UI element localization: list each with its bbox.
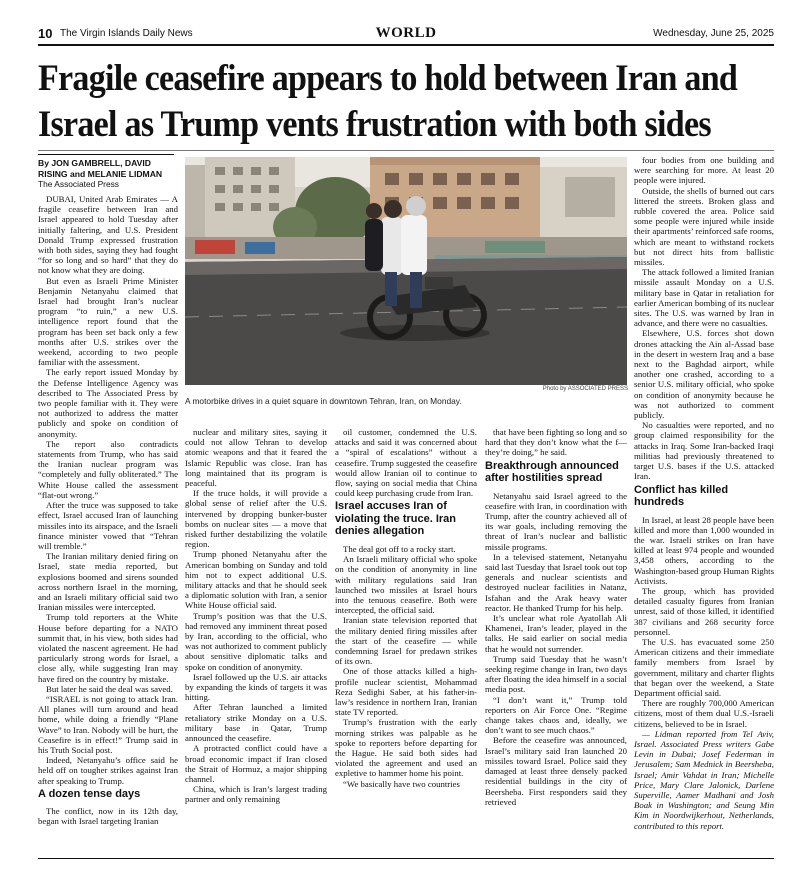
- paragraph: “I don’t want it,” Trump told reporters on Air Force One. “Regime change takes chaos and, ideally, we don’t want to see much chaos.”: [485, 694, 627, 736]
- paragraph: The early report issued Monday by the Defense Intelligence Agency was described to The Associated Press by two people familiar with it. They were not authorized to address the matter publicly and spoke on condition of anonymity.: [38, 367, 178, 439]
- contributor-credit: — Lidman reported from Tel Aviv, Israel. Associated Press writers Gabe Levin in Dubai; Josef Federman in Jerusalem; Sam Mednick in Beersheba, Israel; Amir Vahdat in Iran; Michelle Price, Mary Clare Jalonick, Darlene Superville, Aamer Madhani and Josh Boak in Washington; and Seung Min Kim in Noordwijkerhout, Netherlands, contributed to this report.: [634, 728, 774, 831]
- article-column-2: [185, 427, 327, 856]
- paragraph: Trump told reporters at the White House before departing for a NATO summit that, in his view, both sides had violated the nascent agreement. He had particularly strong words for Israel, a close ally, while suggesting Iran may have fired on the country by mistake.: [38, 612, 178, 684]
- headline: [38, 56, 738, 148]
- paragraph: One of those attacks killed a high-profile nuclear scientist, Mohammad Reza Sedighi Saber, at his father-in-law’s residence in northern Iran, Iranian state TV reported.: [335, 666, 477, 718]
- byline: By JON GAMBRELL, DAVID RISING and MELANIE LIDMAN: [38, 158, 163, 179]
- paragraph: Trump said Tuesday that he wasn’t seeking regime change in Iran, two days after floating the idea himself in a social media post.: [485, 653, 627, 695]
- header-rule: [38, 44, 774, 46]
- footer-rule: [38, 858, 774, 859]
- column-4-after-paragraphs: [485, 491, 627, 807]
- paragraph: Trump phoned Netanyahu after the American bombing on Sunday and told him not to expect additional U.S. military attacks and that he should seek a diplomatic solution with Iran, a senior White House official said.: [185, 549, 327, 611]
- paragraph: Before the ceasefire was announced, Israel’s military said Iran launched 20 missiles toward Israel. Police said they damaged at least three densely packed residential buildings in the city of Beersheba. First responders said they retrieved: [485, 735, 627, 807]
- headline-line-1: Fragile ceasefire appears to hold between Iran and: [38, 58, 738, 99]
- news-photo: [185, 157, 627, 385]
- subheading-breakthrough-announced: Breakthrough announced after hostilities spread: [485, 459, 619, 485]
- paragraph: “We basically have two countries: [343, 778, 460, 789]
- paragraph: In Israel, at least 28 people have been killed and more than 1,000 wounded in the war. Israeli strikes on Iran have killed at least 974 people and wounded 3,458 others, according to the Washington-based group Human Rights Activists.: [634, 514, 774, 586]
- paragraph: Outside, the shells of burned out cars littered the streets. Broken glass and rubble covered the area. Police said some people were injured while inside their apartments’ reinforced safe rooms, which are meant to withstand rockets but not direct hits from ballistic missiles.: [634, 185, 774, 268]
- paragraph: that have been fighting so long and so hard that they don’t know what the f— they’re doing,” he said.: [485, 427, 627, 458]
- article-column-1: [38, 194, 178, 856]
- paragraph: After the truce was supposed to take effect, Israel accused Iran of launching missiles into its airspace, and the Israeli finance minister vowed that “Tehran will tremble.”: [38, 500, 178, 551]
- paragraph: Netanyahu said Israel agreed to the ceasefire with Iran, in coordination with Trump, after the country achieved all of its war goals, including removing the threat of Iran’s nuclear and ballistic missile programs.: [485, 490, 627, 552]
- page-number: 10: [38, 26, 53, 41]
- subheading-israel-accuses-iran: Israel accuses Iran of violating the truce. Iran denies allegation: [335, 500, 457, 538]
- paragraph: After Tehran launched a limited retaliatory strike Monday on a U.S. military base in Qatar, Trump announced the ceasefire.: [185, 702, 327, 744]
- issue-date: Wednesday, June 25, 2025: [653, 28, 774, 39]
- column-5-paragraphs: [634, 155, 774, 482]
- article-column-3: [335, 427, 477, 856]
- paragraph: But later he said the deal was saved.: [46, 683, 173, 694]
- column-1-paragraphs: [38, 194, 178, 786]
- paragraph: Trump’s position was that the U.S. had removed any imminent threat posed by Iran, according to the official, who was not authorized to comment publicly about sensitive diplomatic talks and spoke on condition of anonymity.: [185, 610, 327, 672]
- paragraph: Trump’s frustration with the early morning strikes was palpable as he spoke to reporters before departing for the Hague. He said both sides had violated the agreement and used an expletive to hammer home his point.: [335, 717, 477, 779]
- paragraph: The report also contradicts statements from Trump, who has said the Iranian nuclear program was “completely and fully obliterated.” The White House called the assessment “flat-out wrong.”: [38, 438, 178, 500]
- paragraph: There are roughly 700,000 American citizens, most of them dual U.S.-Israeli citizens, believed to be in Israel.: [634, 698, 774, 729]
- paragraph: In a televised statement, Netanyahu said last Tuesday that Israel took out top generals and nuclear scientists and destroyed nuclear facilities in Natanz, Isfahan and the Arak heavy water reactor. He thanked Trump for his help.: [485, 551, 627, 613]
- paragraph: No casualties were reported, and no group claimed responsibility for the attacks in Iraq. Some Iran-backed Iraqi militias had previously threatened to target U.S. bases if the U.S. attacked Iran.: [634, 420, 774, 482]
- paragraph: The Iranian military denied firing on Israel, state media reported, but explosions boomed and sirens sounded across northern Israel in the morning, and an Israeli military official said two Iranian missiles were intercepted.: [38, 551, 178, 613]
- column-3-paragraphs: [335, 427, 477, 498]
- tehran-motorbike-photo-illustration: [185, 157, 627, 385]
- subheading-dozen-tense-days: A dozen tense days: [38, 787, 141, 800]
- paragraph: If the truce holds, it will provide a global sense of relief after the U.S. intervened by dropping bunker-buster bombs on nuclear sites — a move that risked further destabilizing the volatile region.: [185, 488, 327, 550]
- paragraph: A protracted conflict could have a broad economic impact if Iran closed the Strait of Hormuz, a major shipping channel.: [185, 743, 327, 784]
- paragraph: The deal got off to a rocky start.: [343, 543, 456, 554]
- byline-rule: [38, 154, 174, 155]
- column-5-after-paragraphs: [634, 515, 774, 729]
- column-1-after-paragraphs: [38, 806, 178, 826]
- byline-agency: The Associated Press: [38, 179, 119, 189]
- paragraph: But even as Israeli Prime Minister Benjamin Netanyahu claimed that Israel had brought Iran’s nuclear program “to ruin,” a new U.S. intelligence report found that the program has been set back only a few months after U.S. strikes over the weekend, according to two people familiar with the assessment.: [38, 275, 178, 368]
- subheading-conflict-killed-hundreds: Conflict has killed hundreds: [634, 483, 729, 508]
- paragraph: The group, which has provided detailed casualty figures from Iranian unrest, said of those killed, it identified 387 civilians and 268 security force personnel.: [634, 585, 774, 637]
- paragraph: The attack followed a limited Iranian missile assault Monday on a U.S. military base in Qatar in retaliation for earlier American bombing of its nuclear sites. The U.S. was warned by Iran in advance, and there were no casualties.: [634, 267, 774, 329]
- paragraph: “ISRAEL is not going to attack Iran. All planes will turn around and head home, while doing a friendly “Plane Wave” to Iran. Nobody will be hurt, the Ceasefire is in effect!” Trump said in his Truth Social post.: [38, 693, 178, 755]
- article-column-5: [634, 155, 774, 856]
- section-name: WORLD: [375, 25, 437, 41]
- paragraph: Elsewhere, U.S. forces shot down drones attacking the Ain al-Assad base in the desert in western Iraq and a base next to the Baghdad airport, while another one crashed, according to a senior U.S. military official, who spoke on condition of anonymity because he was not authorized to comment publicly.: [634, 328, 774, 421]
- paragraph: The conflict, now in its 12th day, began with Israel targeting Iranian: [38, 806, 178, 827]
- paragraph: four bodies from one building and were searching for more. At least 20 people were injured.: [634, 155, 774, 186]
- page-header: [38, 24, 774, 44]
- paragraph: China, which is Iran’s largest trading partner and only remaining: [185, 784, 327, 805]
- paragraph: The U.S. has evacuated some 250 American citizens and their immediate family members from Israel by government, military and charter flights that began over the weekend, a State Department official said.: [634, 636, 774, 698]
- paragraph: nuclear and military sites, saying it could not allow Tehran to develop atomic weapons and that it feared the Islamic Republic was close. Iran has long maintained that its program is peaceful.: [185, 427, 327, 489]
- column-3-after-paragraphs: [335, 544, 477, 789]
- paragraph: Indeed, Netanyahu’s office said he held off on tougher strikes against Iran after speaking to Trump.: [38, 755, 178, 786]
- paragraph: Israel followed up the U.S. air attacks by expanding the kinds of targets it was hitting.: [185, 671, 327, 703]
- paragraph: An Israeli military official who spoke on the condition of anonymity in line with military regulations said Iran launched two missiles at Israel hours into the tenuous ceasefire. Both were intercepted, the official said.: [335, 554, 477, 616]
- column-2-paragraphs: [185, 427, 327, 805]
- paragraph: It’s unclear what role Ayatollah Ali Khamenei, Iran’s leader, played in the talks. He said earlier on social media that he would not surrender.: [485, 613, 627, 654]
- article-column-4: [485, 427, 627, 856]
- headline-line-2: Israel as Trump vents frustration with both sides: [38, 104, 711, 145]
- publication-name: The Virgin Islands Daily News: [60, 28, 193, 39]
- column-4-paragraphs: [485, 427, 627, 458]
- photo-credit: Photo by ASSOCIATED PRESS: [542, 386, 628, 392]
- paragraph: DUBAI, United Arab Emirates — A fragile ceasefire between Iran and Israel appeared to hold Tuesday after initially faltering, and U.S. President Donald Trump expressed frustration with both sides, saying they had fought “for so long and so hard” that they do not know what they are doing.: [38, 194, 178, 276]
- headline-rule: [38, 150, 774, 151]
- photo-caption: A motorbike drives in a quiet square in downtown Tehran, Iran, on Monday.: [185, 396, 462, 406]
- paragraph: Iranian state television reported that the military denied firing missiles after the start of the ceasefire — while condemning Israel for predawn strikes of its own.: [335, 615, 477, 667]
- paragraph: oil customer, condemned the U.S. attacks and said it was concerned about a “spiral of escalations” without a ceasefire. Trump suggested the ceasefire would allow Iranian oil to continue to flow, saying on social media that China could keep purchasing crude from Iran.: [335, 427, 477, 499]
